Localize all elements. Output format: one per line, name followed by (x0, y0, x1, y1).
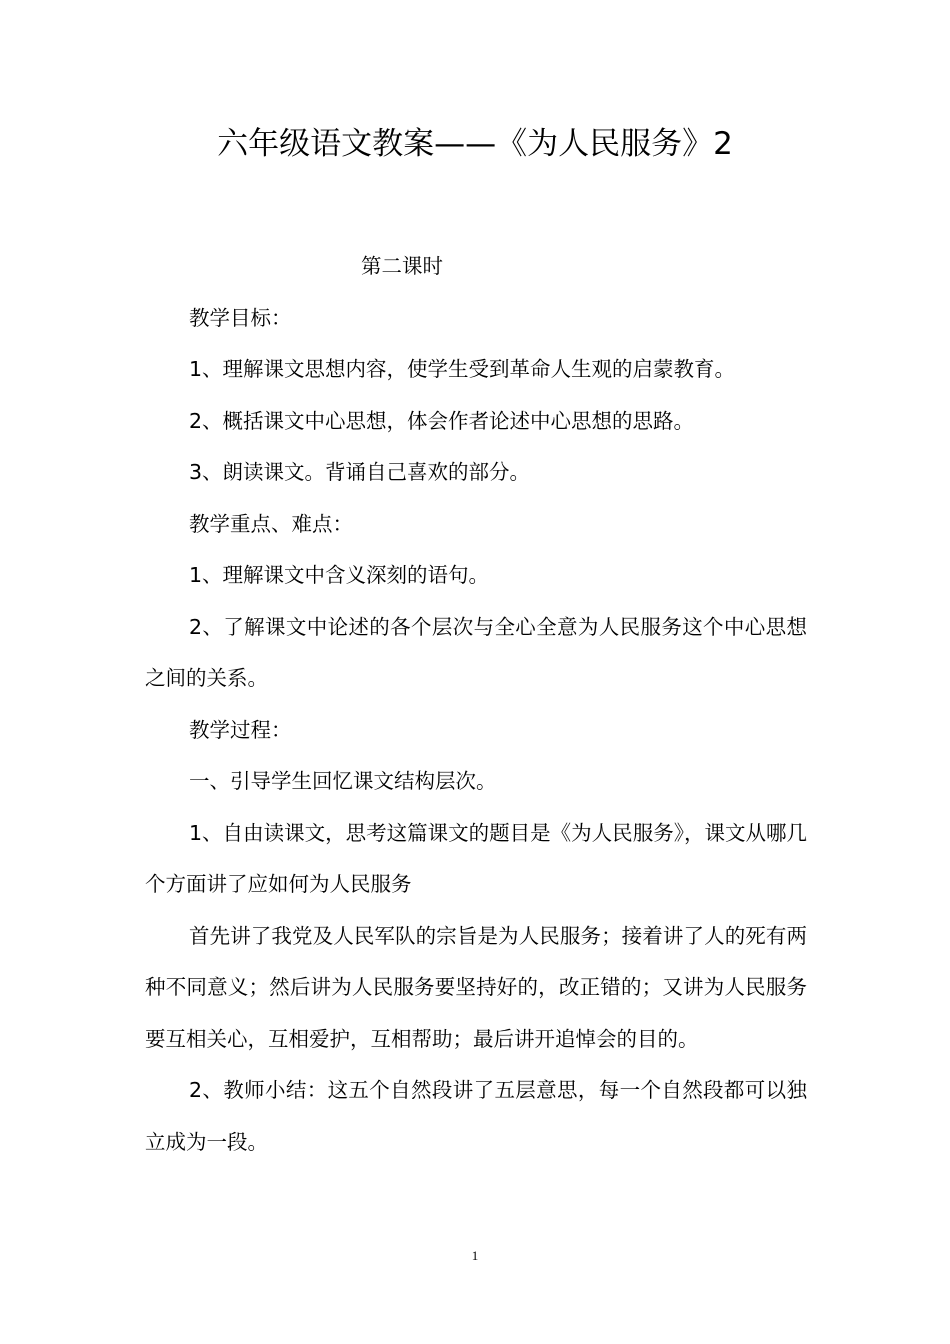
process-answer-paragraph: 首先讲了我党及人民军队的宗旨是为人民服务；接着讲了人的死有两种不同意义；然后讲为人民服务要坚持好的，改正错的；又讲为人民服务要互相关心，互相爱护，互相帮助；最后讲开追悼会的目的。 (145, 923, 807, 1051)
process-item-1: 1、自由读课文，思考这篇课文的题目是《为人民服务》，课文从哪几个方面讲了应如何为人民服务 (145, 820, 807, 896)
section-heading-key-points: 教学重点、难点： (189, 511, 353, 536)
objective-item-3: 3、朗读课文。背诵自己喜欢的部分。 (189, 460, 531, 484)
process-item-2: 2、教师小结：这五个自然段讲了五层意思，每一个自然段都可以独立成为一段。 (145, 1078, 807, 1154)
document-title: 六年级语文教案——《为人民服务》2 (217, 126, 733, 162)
objective-item-2: 2、概括课文中心思想，体会作者论述中心思想的思路。 (189, 408, 695, 433)
process-step-heading-1: 一、引导学生回忆课文结构层次。 (189, 769, 497, 793)
section-heading-objectives: 教学目标： (189, 305, 292, 330)
section-heading-process: 教学过程： (189, 717, 292, 742)
lesson-period-heading: 第二课时 (361, 254, 443, 278)
objective-item-1: 1、理解课文思想内容，使学生受到革命人生观的启蒙教育。 (189, 357, 736, 381)
page-number: 1 (471, 1248, 479, 1263)
document-body (145, 241, 807, 1168)
key-point-item-1: 1、理解课文中含义深刻的语句。 (189, 563, 490, 587)
key-point-item-2: 2、了解课文中论述的各个层次与全心全意为人民服务这个中心思想之间的关系。 (145, 614, 807, 690)
